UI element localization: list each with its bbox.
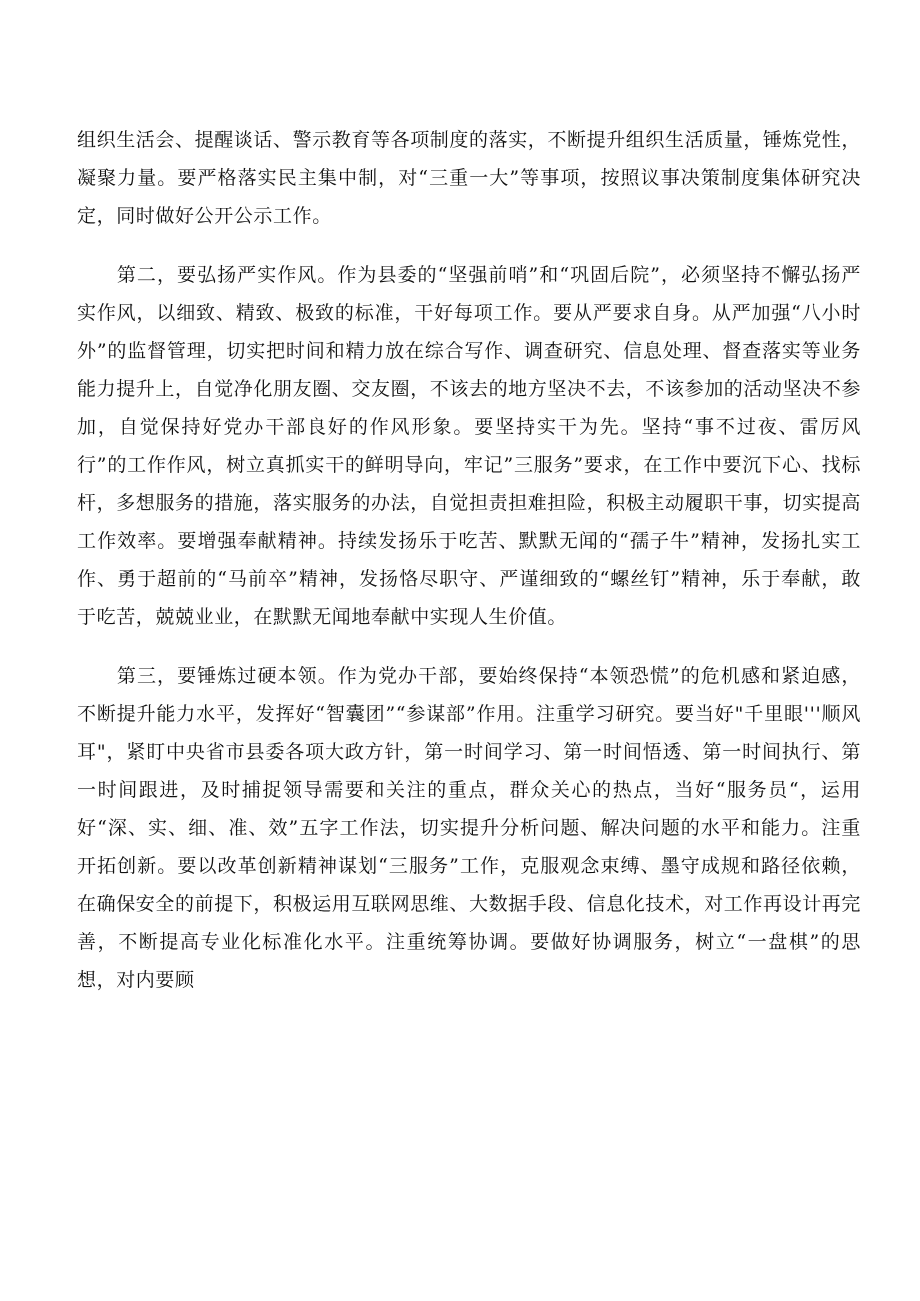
paragraph-solid-skills: 第三，要锤炼过硬本领。作为党办干部，要始终保持“本领恐慌”的危机感和紧迫感，不断提升能力水平，发挥好“智囊团”“参谋部”作用。注重学习研究。要当好"千里眼'''顺风耳"，紧盯中央省市县委各项大政方针，第一时间学习、第一时间悟透、第一时间执行、第一时间跟进，及时捕捉领导需要和关注的重点，群众关心的热点，当好“服务员“，运用好“深、实、细、准、效”五字工作法，切实提升分析问题、解决问题的水平和能力。注重开拓创新。要以改革创新精神谋划“三服务”工作，克服观念束缚、墨守成规和路径依赖，在确保安全的前提下，积极运用互联网思维、大数据手段、信息化技术，对工作再设计再完善，不断提高专业化标准化水平。注重统筹协调。要做好协调服务，树立“一盘棋”的思想，对内要顾	[77, 665, 862, 991]
paragraph-party-life-system: 组织生活会、提醒谈话、警示教育等各项制度的落实，不断提升组织生活质量，锤炼党性，凝聚力量。要严格落实民主集中制，对“三重一大”等事项，按照议事决策制度集体研究决定，同时做好公开公示工作。	[77, 129, 862, 227]
document-body	[77, 121, 861, 999]
paragraph-strict-style: 第二，要弘扬严实作风。作为县委的“坚强前哨”和“巩固后院”，必须坚持不懈弘扬严实作风，以细致、精致、极致的标准，干好每项工作。要从严要求自身。从严加强“八小时外”的监督管理，切实把时间和精力放在综合写作、调查研究、信息处理、督查落实等业务能力提升上，自觉净化朋友圈、交友圈，不该去的地方坚决不去，不该参加的活动坚决不参加，自觉保持好党办干部良好的作风形象。要坚持实干为先。坚持“事不过夜、雷厉风行”的工作作风，树立真抓实干的鲜明导向，牢记”三服务”要求，在工作中要沉下心、找标杆，多想服务的措施，落实服务的办法，自觉担责担难担险，积极主动履职干事，切实提高工作效率。要增强奉献精神。持续发扬乐于吃苦、默默无闻的“孺子牛”精神，发扬扎实工作、勇于超前的“马前卒”精神，发扬恪尽职守、严谨细致的“螺丝钉”精神，乐于奉献，敢于吃苦，兢兢业业，在默默无闻地奉献中实现人生价值。	[77, 264, 862, 628]
